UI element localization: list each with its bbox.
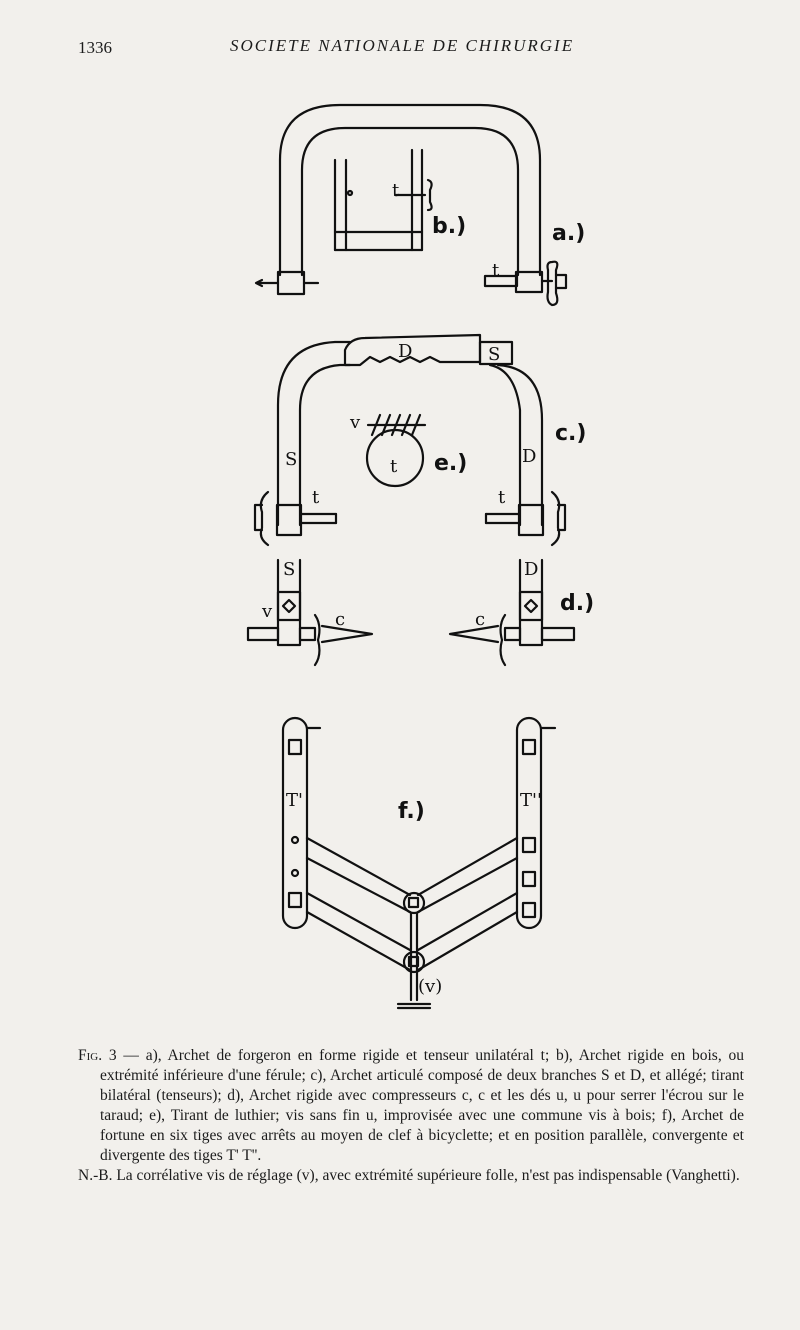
page-number: 1336 — [78, 38, 112, 57]
label-c: c.) — [555, 421, 587, 446]
label-v-paren: (v) — [418, 976, 443, 997]
running-title: SOCIETE NATIONALE DE CHIRURGIE — [230, 36, 575, 55]
caption-note: N.-B. La corrélative vis de réglage (v), avec extrémité supérieure folle, n'est pas indispensable (Vanghetti). — [78, 1167, 740, 1184]
label-D-d: D — [524, 559, 539, 580]
bow-c-drawing — [255, 335, 565, 545]
label-t-e: t — [390, 456, 398, 477]
label-v-e: v — [350, 412, 361, 433]
label-S-top: S — [488, 344, 501, 365]
label-t-c-left: t — [312, 487, 320, 508]
label-c-right: c — [475, 609, 486, 630]
label-T1: T' — [286, 790, 303, 811]
label-d: d.) — [560, 591, 595, 616]
label-e: e.) — [434, 451, 468, 476]
label-a: a.) — [552, 221, 586, 246]
caption-fig-label: Fig. 3 — [78, 1047, 117, 1064]
label-t-b: t — [392, 180, 400, 201]
label-f: f.) — [398, 799, 425, 824]
label-c-left: c — [335, 609, 346, 630]
label-S-left: S — [285, 449, 298, 470]
label-v-d: v — [262, 601, 273, 622]
label-b: b.) — [432, 214, 467, 239]
figure-caption — [78, 1046, 744, 1186]
bow-f-drawing — [283, 718, 555, 1008]
label-t-c-right: t — [498, 487, 506, 508]
label-S-d: S — [283, 559, 296, 580]
label-T2: T'' — [520, 790, 542, 811]
bow-b-drawing — [335, 150, 432, 250]
label-t-a: t — [492, 260, 500, 281]
caption-text: — a), Archet de forgeron en forme rigide et tenseur unilatéral t; b), Archet rigide en bois, ou extrémité inférieure d'une férule; c), Archet articulé composé de deux branches S et D, et allégé; tirant bilatéral (tenseurs); d), Archet rigide avec compresseurs c, c et les dés u, u pour serrer l'écrou sur le taraud; e), Tirant de luthier; vis sans fin u, improvisée avec une commune vis à bois; f), Archet de fortune en six tiges avec arrêts au moyen de clef à bicyclette; et en position parallèle, convergente et divergente des tiges T' T''. — [100, 1047, 744, 1164]
label-D-top: D — [398, 341, 413, 362]
label-D-right: D — [522, 446, 537, 467]
